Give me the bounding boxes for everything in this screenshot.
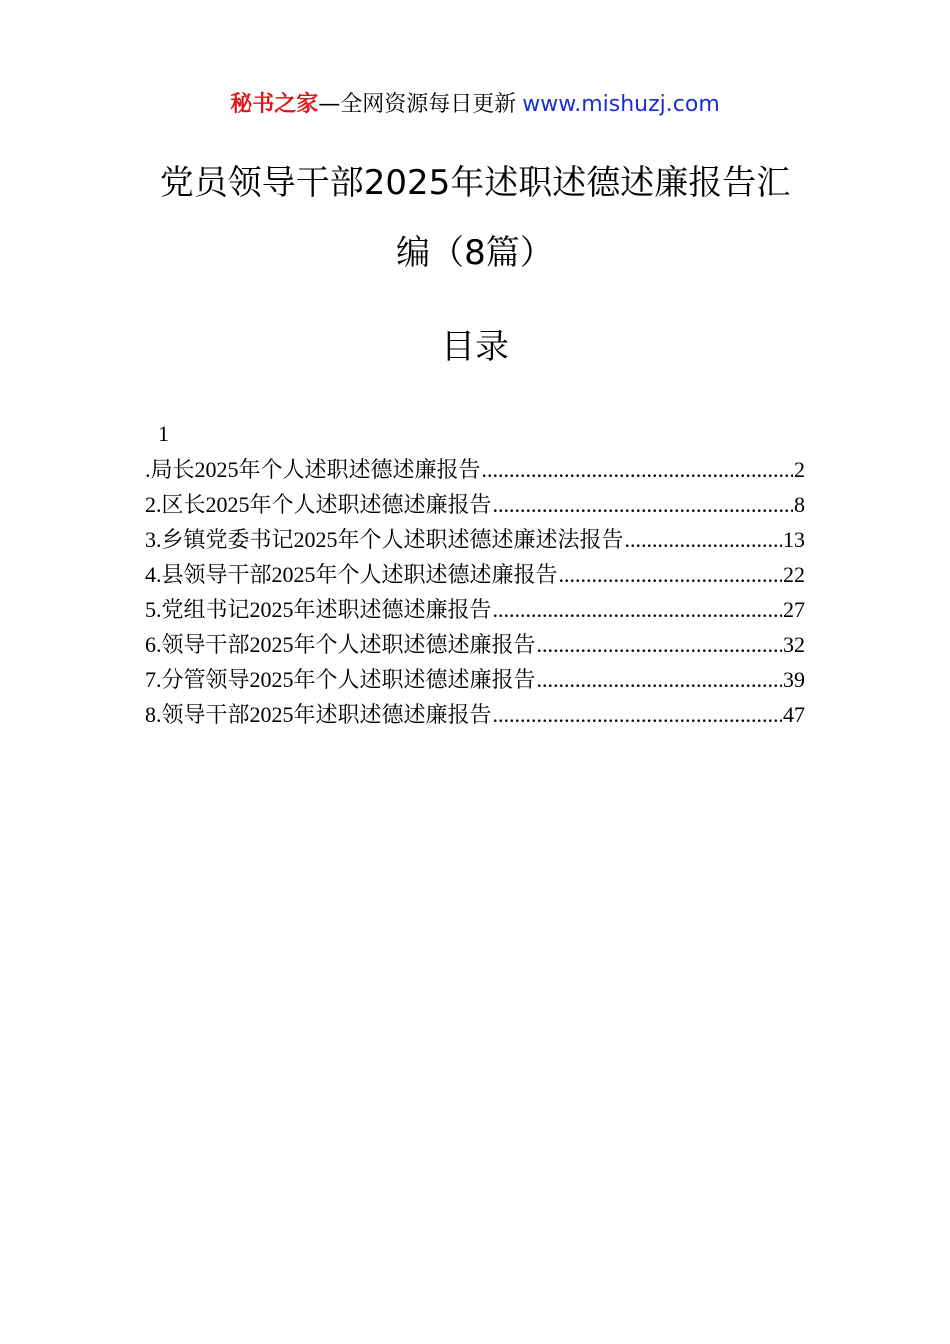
toc-entry-title: 7.分管领导2025年个人述职述德述廉报告 bbox=[145, 667, 536, 692]
toc-entry-page: 47 bbox=[783, 702, 805, 727]
toc-entry-title: 4.县领导干部2025年个人述职述德述廉报告 bbox=[145, 562, 558, 587]
toc-heading: 目录 bbox=[441, 327, 509, 367]
toc-entry-5[interactable] bbox=[145, 592, 805, 627]
toc-entry-page: 8 bbox=[794, 492, 805, 517]
toc-entry-3[interactable] bbox=[145, 522, 805, 557]
toc-leader-dots bbox=[482, 452, 793, 487]
toc-entry-page: 13 bbox=[783, 527, 805, 552]
toc-leader-dots bbox=[537, 662, 782, 697]
toc-entry-6[interactable] bbox=[145, 627, 805, 662]
toc-leader-dots bbox=[493, 697, 782, 732]
toc-entry-title: 2.区长2025年个人述职述德述廉报告 bbox=[145, 492, 492, 517]
toc-entry-page: 2 bbox=[794, 457, 805, 482]
toc-entry-title: 6.领导干部2025年个人述职述德述廉报告 bbox=[145, 632, 536, 657]
toc-entry-2[interactable] bbox=[145, 487, 805, 522]
toc-leader-dots bbox=[537, 627, 782, 662]
toc-entry-8[interactable] bbox=[145, 697, 805, 732]
toc-leader-dots bbox=[493, 487, 793, 522]
toc-entry-page: 22 bbox=[783, 562, 805, 587]
toc-entry-7[interactable] bbox=[145, 662, 805, 697]
document-title-line-2: 编（8篇） bbox=[396, 233, 554, 273]
toc-entry-title: 3.乡镇党委书记2025年个人述职述德述廉述法报告 bbox=[145, 527, 624, 552]
toc-entry-1[interactable] bbox=[145, 452, 805, 487]
site-header bbox=[0, 88, 950, 122]
toc-entry-title: 5.党组书记2025年述职述德述廉报告 bbox=[145, 597, 492, 622]
toc-entry-page: 32 bbox=[783, 632, 805, 657]
toc-entry-title: 8.领导干部2025年述职述德述廉报告 bbox=[145, 702, 492, 727]
header-tagline: —全网资源每日更新 bbox=[318, 92, 517, 117]
document-title bbox=[130, 148, 820, 288]
toc-entry-page: 27 bbox=[783, 597, 805, 622]
toc-first-number: 1 bbox=[158, 421, 169, 446]
site-url-link[interactable]: www.mishuzj.com bbox=[522, 92, 720, 117]
toc-leader-dots bbox=[625, 522, 782, 557]
toc-leader-dots bbox=[493, 592, 782, 627]
table-of-contents bbox=[145, 452, 805, 732]
toc-entry-4[interactable] bbox=[145, 557, 805, 592]
document-title-line-1: 党员领导干部2025年述职述德述廉报告汇 bbox=[159, 163, 791, 203]
brand-name: 秘书之家 bbox=[230, 92, 319, 117]
toc-leader-dots bbox=[559, 557, 782, 592]
toc-entry-title: .局长2025年个人述职述德述廉报告 bbox=[145, 457, 481, 482]
toc-entry-page: 39 bbox=[783, 667, 805, 692]
